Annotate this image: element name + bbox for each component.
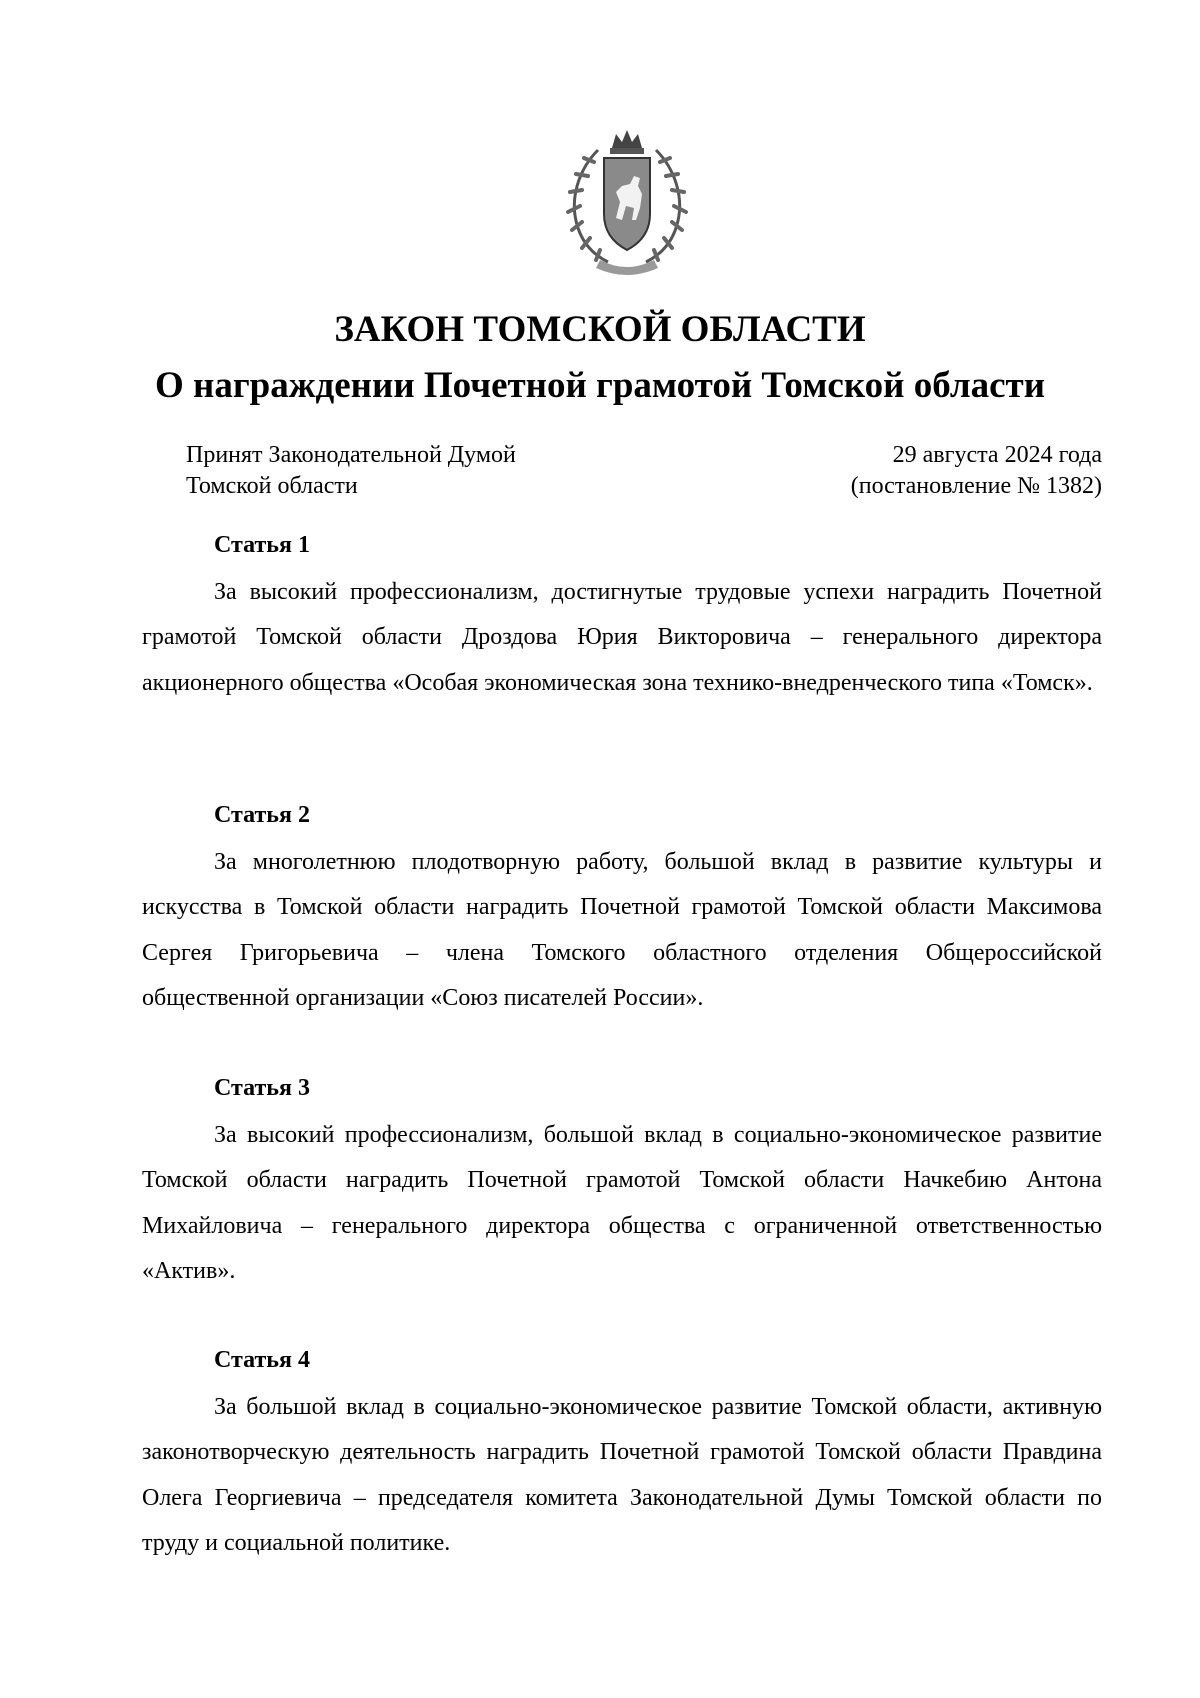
article-4: [142, 1345, 1102, 1567]
article-2: [142, 800, 1102, 1022]
article-text: За большой вклад в социально-экономическое развитие Томской области, активную законотворческую деятельность наградить Почетной грамотой Томской области Правдина Олега Георгиевича – председателя комитета Законодательной Думы Томской области по труду и социальной политике.: [142, 1394, 1102, 1557]
adoption-line-1: Принят Законодательной Думой: [186, 442, 516, 468]
article-title: Статья 1: [214, 532, 310, 558]
article-title: Статья 3: [214, 1075, 310, 1101]
adoption-resolution: (постановление № 1382): [850, 473, 1102, 499]
tomsk-coat-of-arms-emblem: [560, 128, 694, 278]
article-3: [142, 1073, 1102, 1295]
article-text: За многолетнюю плодотворную работу, большой вклад в развитие культуры и искусства в Томской области наградить Почетной грамотой Томской области Максимова Сергея Григорьевича – члена Томского областного отделения Общероссийской общественной организации «Союз писателей России».: [142, 849, 1102, 1012]
article-title: Статья 2: [214, 802, 310, 828]
adoption-date: 29 августа 2024 года: [892, 442, 1102, 468]
adoption-authority: [186, 440, 516, 502]
article-text: За высокий профессионализм, достигнутые трудовые успехи наградить Почетной грамотой Томской области Дроздова Юрия Викторовича – генерального директора акционерного общества «Особая экономическая зона технико-внедренческого типа «Томск».: [142, 579, 1102, 696]
adoption-date-block: [851, 440, 1102, 502]
document-subtitle: О награждении Почетной грамотой Томской области: [154, 365, 1046, 406]
article-text: За высокий профессионализм, большой вклад в социально-экономическое развитие Томской области наградить Почетной грамотой Томской области Начкебию Антона Михайловича – генерального директора общества с ограниченной ответственностью «Актив».: [142, 1122, 1102, 1285]
article-1: [142, 530, 1102, 706]
document-title: ЗАКОН ТОМСКОЙ ОБЛАСТИ: [334, 309, 866, 350]
article-title: Статья 4: [214, 1347, 310, 1373]
adoption-line-2: Томской области: [186, 473, 358, 499]
